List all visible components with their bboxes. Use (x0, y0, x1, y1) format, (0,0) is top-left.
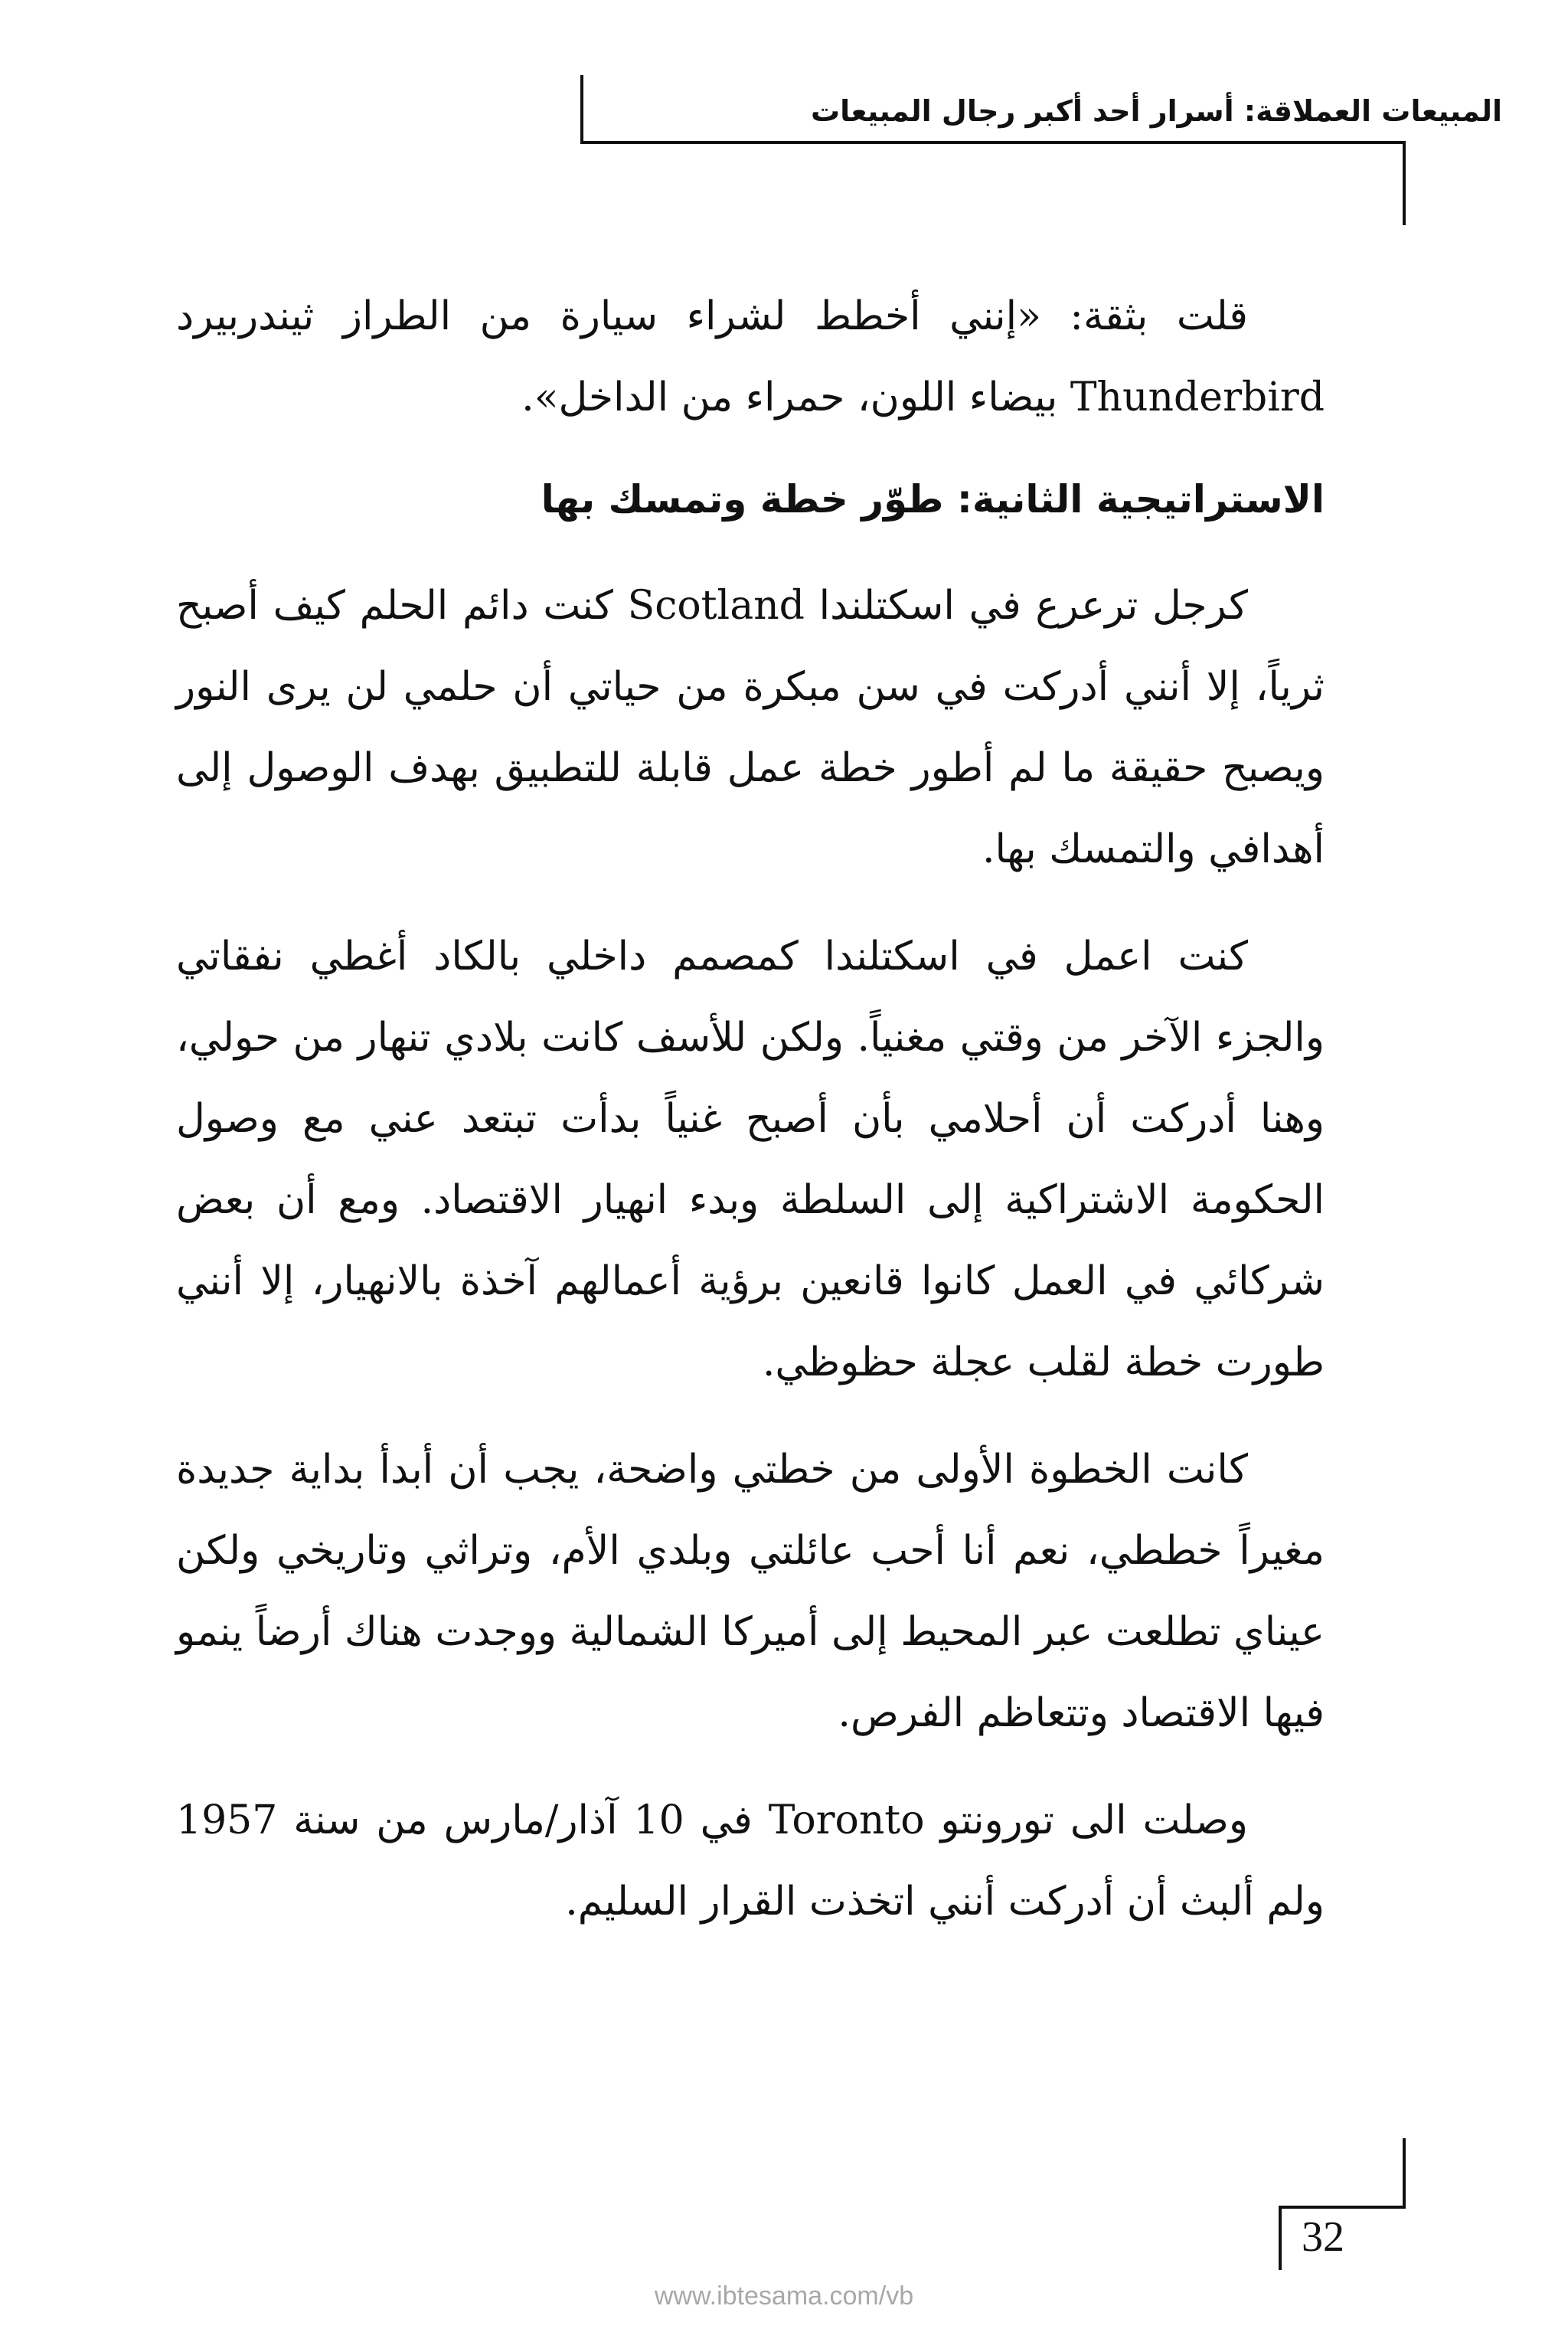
header-rule-left (580, 75, 583, 144)
section-heading: الاستراتيجية الثانية: طوّر خطة وتمسك بها (541, 477, 1325, 522)
page-number: 32 (1302, 2213, 1344, 2261)
folio-rule-vertical (1403, 2138, 1406, 2207)
folio-rule-vertical-left (1279, 2206, 1282, 2270)
paragraph-1: كرجل ترعرع في اسكتلندا Scotland كنت دائم الحلم كيف أصبح ثرياً، إلا أنني أدركت في سن مبكرة من حياتي أن حلمي لن يرى النور ويصبح حقيقة ما لم أطور خطة عمل قابلة للتطبيق بهدف الوصول إلى أهدافي والتمسك بها. (176, 583, 1325, 872)
paragraph-3: كانت الخطوة الأولى من خطتي واضحة، يجب أن أبدأ بداية جديدة مغيراً خططي، نعم أنا أحب عائلتي وبلدي الأم، وتراثي وتاريخي ولكن عيناي تطلعت عبر المحيط إلى أميركا الشمالية ووجدت هناك أرضاً ينمو فيها الاقتصاد وتتعاظم الفرص. (176, 1447, 1325, 1736)
header-rule-right (1403, 141, 1406, 225)
paragraph-4: وصلت الى تورونتو Toronto في 10 آذار/مارس من سنة 1957 ولم ألبث أن أدركت أنني اتخذت القرار السليم. (176, 1797, 1325, 1925)
watermark-url: www.ibtesama.com/vb (654, 2281, 914, 2311)
paragraph-2: كنت اعمل في اسكتلندا كمصمم داخلي بالكاد أغطي نفقاتي والجزء الآخر من وقتي مغنياً. ولكن للأسف كانت بلادي تنهار من حولي، وهنا أدركت أن أحلامي بأن أصبح غنياً بدأت تبتعد عني مع وصول الحكومة الاشتراكية إلى السلطة وبدء انهيار الاقتصاد. ومع أن بعض شركائي في العمل كانوا قانعين برؤية أعمالهم آخذة بالانهيار، إلا أنني طورت خطة لقلب عجلة حظوظي. (176, 934, 1325, 1385)
paragraph-intro: قلت بثقة: «إنني أخطط لشراء سيارة من الطراز ثيندربيرد Thunderbird بيضاء اللون، حمراء من الداخل». (176, 293, 1325, 420)
page-body (176, 276, 1325, 1968)
running-header-title: المبيعات العملاقة: أسرار أحد أكبر رجال المبيعات (810, 94, 1502, 128)
folio-rule-horizontal (1279, 2206, 1406, 2209)
header-rule-bottom (580, 141, 1406, 144)
